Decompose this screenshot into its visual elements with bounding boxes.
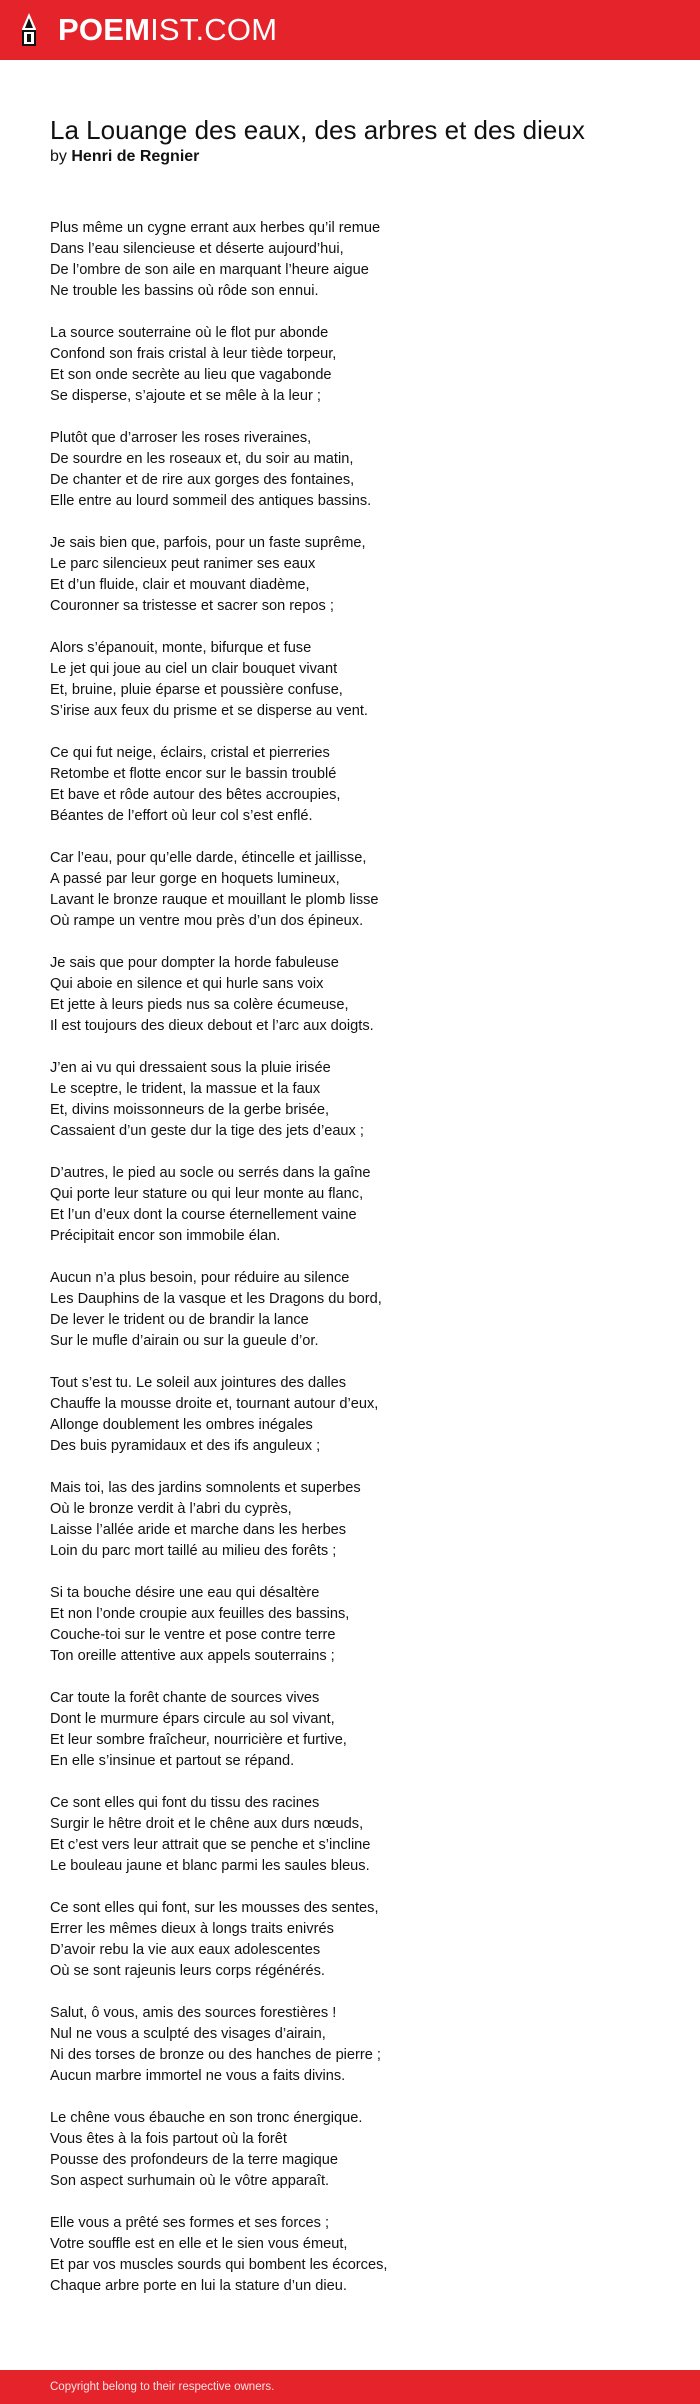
poem-line: Si ta bouche désire une eau qui désaltère — [50, 1585, 320, 1601]
poem-line: Chauffe la mousse droite et, tournant autour d’eux, — [50, 1396, 379, 1412]
poem-line: Retombe et flotte encor sur le bassin troublé — [50, 766, 337, 782]
poem-line: Son aspect surhumain où le vôtre apparaît. — [50, 2173, 330, 2189]
poem-line: Ce sont elles qui font, sur les mousses des sentes, — [50, 1900, 379, 1916]
stanza — [50, 323, 650, 407]
poem-line: Car l’eau, pour qu’elle darde, étincelle et jaillisse, — [50, 850, 367, 866]
poem-line: Qui porte leur stature ou qui leur monte au flanc, — [50, 1186, 364, 1202]
stanza — [50, 743, 650, 827]
logo-light-text: IST.COM — [150, 12, 278, 47]
poem-line: Ce qui fut neige, éclairs, cristal et pierreries — [50, 745, 330, 761]
poem-line: De lever le trident ou de brandir la lance — [50, 1312, 309, 1328]
poem-line: D’autres, le pied au socle ou serrés dans la gaîne — [50, 1165, 371, 1181]
poem-line: Salut, ô vous, amis des sources forestières ! — [50, 2005, 337, 2021]
poem-line: Et son onde secrète au lieu que vagabonde — [50, 367, 332, 383]
poem-line: Vous êtes à la fois partout où la forêt — [50, 2131, 287, 2147]
poem-line: Le jet qui joue au ciel un clair bouquet vivant — [50, 661, 338, 677]
stanza — [50, 1268, 650, 1352]
poem-line: De sourdre en les roseaux et, du soir au matin, — [50, 451, 354, 467]
poem-line: Et d’un fluide, clair et mouvant diadème, — [50, 577, 310, 593]
stanza — [50, 428, 650, 512]
poem-line: Votre souffle est en elle et le sien vous émeut, — [50, 2236, 348, 2252]
poem-line: Allonge doublement les ombres inégales — [50, 1417, 313, 1433]
poem-line: Où le bronze verdit à l’abri du cyprès, — [50, 1501, 292, 1517]
poem-line: Errer les mêmes dieux à longs traits enivrés — [50, 1921, 334, 1937]
poem-line: Couronner sa tristesse et sacrer son repos ; — [50, 598, 334, 614]
poem-line: Elle vous a prêté ses formes et ses forces ; — [50, 2215, 330, 2231]
copyright-text: Copyright belong to their respective owners. — [50, 2381, 275, 2393]
poem-line: Ton oreille attentive aux appels souterrains ; — [50, 1648, 335, 1664]
poem-title: La Louange des eaux, des arbres et des dieux — [50, 115, 585, 145]
poem-line: Aucun n’a plus besoin, pour réduire au silence — [50, 1270, 350, 1286]
poem-line: A passé par leur gorge en hoquets lumineux, — [50, 871, 340, 887]
poem-line: Laisse l’allée aride et marche dans les herbes — [50, 1522, 347, 1538]
stanza — [50, 2213, 650, 2297]
poem-byline — [50, 146, 199, 168]
poem-line: Qui aboie en silence et qui hurle sans voix — [50, 976, 324, 992]
by-label: by — [50, 148, 67, 165]
poem-line: Ne trouble les bassins où rôde son ennui. — [50, 283, 319, 299]
poem-line: Chaque arbre porte en lui la stature d’un dieu. — [50, 2278, 347, 2294]
poem-line: Et jette à leurs pieds nus sa colère écumeuse, — [50, 997, 349, 1013]
stanza — [50, 2108, 650, 2192]
poem-line: Nul ne vous a sculpté des visages d’airain, — [50, 2026, 326, 2042]
stanza — [50, 1478, 650, 1562]
poem-line: Plutôt que d’arroser les roses riveraines, — [50, 430, 312, 446]
site-logo-link[interactable] — [14, 12, 277, 48]
stanza — [50, 218, 650, 302]
poem-line: Ni des torses de bronze ou des hanches de pierre ; — [50, 2047, 381, 2063]
poem-line: Précipitait encor son immobile élan. — [50, 1228, 281, 1244]
poem-line: Et non l’onde croupie aux feuilles des bassins, — [50, 1606, 350, 1622]
poem-line: Où rampe un ventre mou près d’un dos épineux. — [50, 913, 364, 929]
stanza — [50, 1373, 650, 1457]
poem-line: Alors s’épanouit, monte, bifurque et fuse — [50, 640, 312, 656]
logo-bold-text: POEM — [58, 12, 151, 47]
poem-line: J’en ai vu qui dressaient sous la pluie irisée — [50, 1060, 331, 1076]
poem-line: Il est toujours des dieux debout et l’arc aux doigts. — [50, 1018, 374, 1034]
poem-line: Cassaient d’un geste dur la tige des jets d’eaux ; — [50, 1123, 364, 1139]
stanza — [50, 1898, 650, 1982]
poem-line: Car toute la forêt chante de sources vives — [50, 1690, 320, 1706]
site-logo-text — [58, 12, 277, 48]
stanza — [50, 1793, 650, 1877]
poem-line: Tout s’est tu. Le soleil aux jointures des dalles — [50, 1375, 347, 1391]
poem-line: Sur le mufle d’airain ou sur la gueule d’or. — [50, 1333, 319, 1349]
poem-line: Lavant le bronze rauque et mouillant le plomb lisse — [50, 892, 379, 908]
poem-line: D’avoir rebu la vie aux eaux adolescentes — [50, 1942, 321, 1958]
stanza — [50, 1583, 650, 1667]
poem-line: Elle entre au lourd sommeil des antiques bassins. — [50, 493, 372, 509]
poem-line: Le bouleau jaune et blanc parmi les saules bleus. — [50, 1858, 370, 1874]
top-bar — [0, 0, 700, 60]
stanza — [50, 1163, 650, 1247]
poem-line: Le chêne vous ébauche en son tronc énergique. — [50, 2110, 363, 2126]
author-link[interactable]: Henri de Regnier — [71, 148, 200, 165]
poem-line: Surgir le hêtre droit et le chêne aux durs nœuds, — [50, 1816, 364, 1832]
poem-line: Béantes de l’effort où leur col s’est enflé. — [50, 808, 313, 824]
poem-line: La source souterraine où le flot pur abonde — [50, 325, 329, 341]
poem-line: Le parc silencieux peut ranimer ses eaux — [50, 556, 316, 572]
poem-line: Je sais bien que, parfois, pour un faste suprême, — [50, 535, 366, 551]
poem-line: Des buis pyramidaux et des ifs anguleux ; — [50, 1438, 321, 1454]
poem-line: Ce sont elles qui font du tissu des racines — [50, 1795, 320, 1811]
poem-line: Aucun marbre immortel ne vous a faits divins. — [50, 2068, 346, 2084]
poem-line: De chanter et de rire aux gorges des fontaines, — [50, 472, 355, 488]
stanza — [50, 638, 650, 722]
poem-line: Et bave et rôde autour des bêtes accroupies, — [50, 787, 341, 803]
poem-line: Plus même un cygne errant aux herbes qu’il remue — [50, 220, 381, 236]
poem-line: Se disperse, s’ajoute et se mêle à la leur ; — [50, 388, 321, 404]
stanza — [50, 848, 650, 932]
poem-line: Dans l’eau silencieuse et déserte aujourd’hui, — [50, 241, 344, 257]
poem-line: Et leur sombre fraîcheur, nourricière et furtive, — [50, 1732, 347, 1748]
poem-line: En elle s’insinue et partout se répand. — [50, 1753, 295, 1769]
poem-line: S’irise aux feux du prisme et se disperse au vent. — [50, 703, 368, 719]
poem-line: Et par vos muscles sourds qui bombent les écorces, — [50, 2257, 388, 2273]
poem-line: De l’ombre de son aile en marquant l’heure aigue — [50, 262, 369, 278]
footer-bar — [0, 2370, 700, 2404]
stanza — [50, 1058, 650, 1142]
poem-line: Mais toi, las des jardins somnolents et superbes — [50, 1480, 361, 1496]
poem-line: Je sais que pour dompter la horde fabuleuse — [50, 955, 339, 971]
poem-line: Et, bruine, pluie éparse et poussière confuse, — [50, 682, 343, 698]
stanza — [50, 2003, 650, 2087]
poem-line: Couche-toi sur le ventre et pose contre terre — [50, 1627, 336, 1643]
poem-line: Et l’un d’eux dont la course éternellement vaine — [50, 1207, 357, 1223]
poem-line: Et, divins moissonneurs de la gerbe brisée, — [50, 1102, 330, 1118]
pen-nib-icon — [14, 12, 44, 48]
poem-line: Dont le murmure épars circule au sol vivant, — [50, 1711, 335, 1727]
poem-line: Confond son frais cristal à leur tiède torpeur, — [50, 346, 337, 362]
poem-line: Pousse des profondeurs de la terre magique — [50, 2152, 338, 2168]
poem-line: Le sceptre, le trident, la massue et la faux — [50, 1081, 321, 1097]
poem-line: Et c’est vers leur attrait que se penche et s’incline — [50, 1837, 371, 1853]
poem-line: Où se sont rajeunis leurs corps régénérés. — [50, 1963, 325, 1979]
stanza — [50, 1688, 650, 1772]
stanza — [50, 953, 650, 1037]
poem-body — [50, 218, 650, 2318]
poem-line: Les Dauphins de la vasque et les Dragons du bord, — [50, 1291, 382, 1307]
poem-line: Loin du parc mort taillé au milieu des forêts ; — [50, 1543, 337, 1559]
stanza — [50, 533, 650, 617]
